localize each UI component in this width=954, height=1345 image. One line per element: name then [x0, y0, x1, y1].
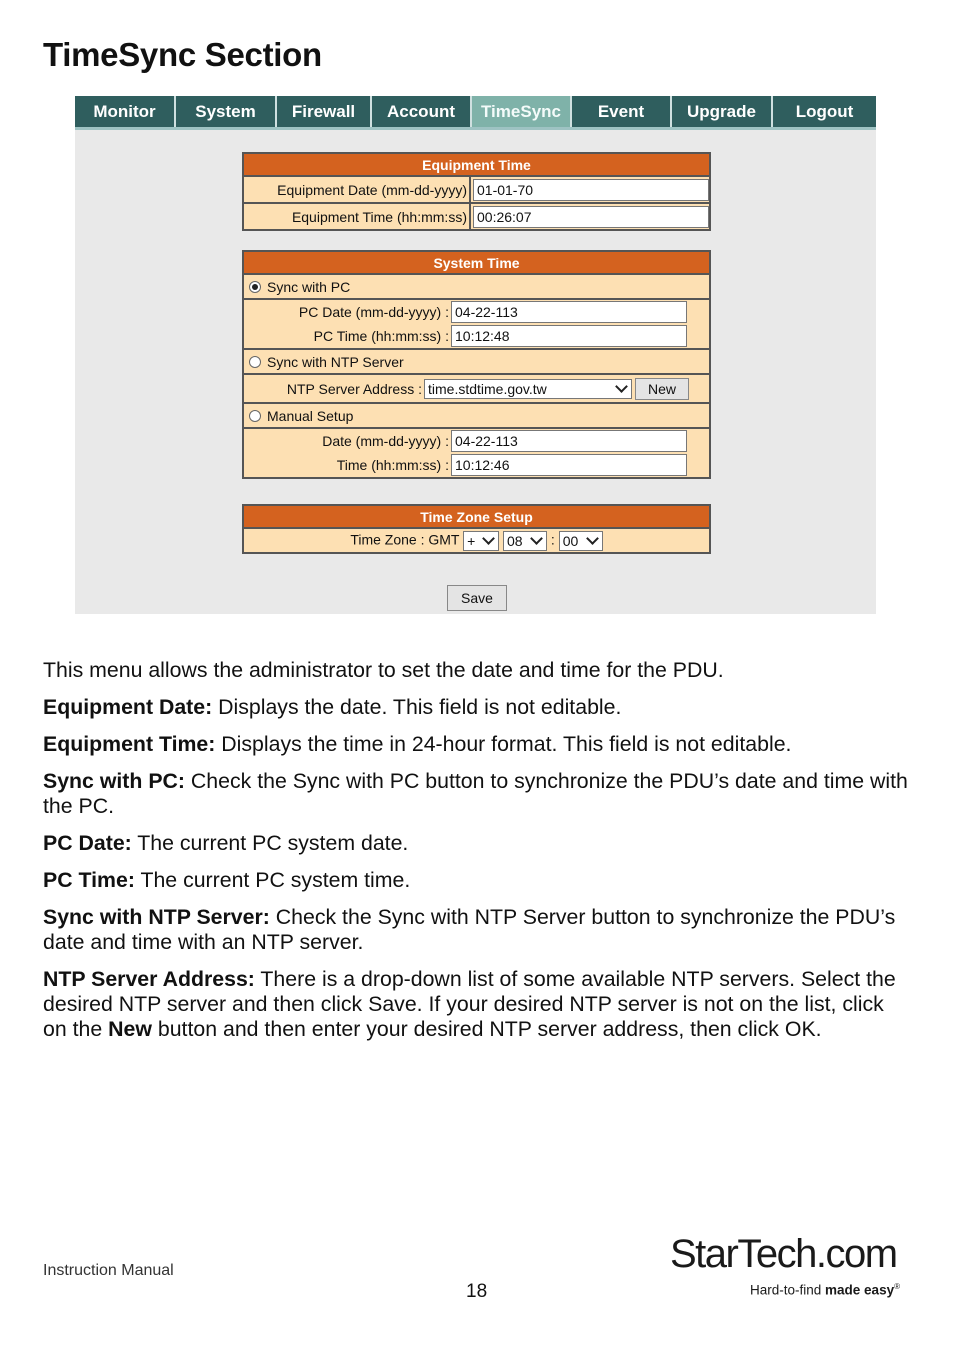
ntp-address-value: time.stdtime.gov.tw [428, 380, 547, 397]
equipment-time-field: 00:26:07 [473, 206, 709, 228]
chevron-down-icon [482, 532, 495, 545]
time-zone-table [242, 504, 711, 554]
manual-setup-label: Manual Setup [267, 407, 354, 424]
tab-account[interactable]: Account [372, 96, 472, 127]
system-time-header: System Time [243, 251, 710, 274]
manual-setup-option[interactable] [243, 403, 710, 428]
intro-paragraph: This menu allows the administrator to set the date and time for the PDU. [43, 658, 724, 682]
startech-logo [670, 1232, 910, 1302]
logo-wordmark: StarTech.com [670, 1232, 897, 1276]
definition: The current PC system time. [134, 868, 411, 892]
definition: Displays the date. This field is not editable. [212, 695, 622, 719]
tab-event[interactable]: Event [572, 96, 672, 127]
registered-mark: ® [894, 1282, 900, 1291]
tagline-bold: made easy [825, 1282, 895, 1298]
tab-upgrade[interactable]: Upgrade [672, 96, 773, 127]
pc-time-desc [43, 868, 913, 893]
new-ntp-button[interactable]: New [635, 378, 689, 400]
equipment-time-table [242, 152, 711, 231]
equipment-date-field: 01-01-70 [473, 179, 709, 201]
timesync-screenshot [75, 96, 876, 614]
tab-logout[interactable]: Logout [795, 102, 854, 121]
tab-system[interactable]: System [176, 96, 277, 127]
tz-hours-value: 08 [507, 532, 523, 549]
tz-sign-value: + [467, 532, 476, 549]
term: PC Time: [43, 868, 135, 892]
pc-date-desc [43, 831, 913, 856]
tab-timesync[interactable]: TimeSync [472, 96, 572, 127]
term: NTP Server Address: [43, 967, 255, 991]
ntp-address-label: NTP Server Address : [286, 380, 422, 397]
tagline-regular: Hard-to-find [750, 1282, 826, 1298]
ntp-address-select[interactable] [424, 379, 632, 399]
save-button[interactable]: Save [447, 585, 507, 611]
manual-date-label: Date (mm-dd-yyyy) : [322, 433, 449, 449]
pc-date-field: 04-22-113 [451, 301, 687, 323]
pc-time-label: PC Time (hh:mm:ss) : [313, 328, 449, 344]
manual-time-input[interactable]: 10:12:46 [451, 454, 687, 476]
sync-pc-label: Sync with PC [267, 278, 351, 295]
sync-ntp-radio[interactable] [249, 356, 261, 368]
time-zone-label: Time Zone : GMT [350, 531, 460, 548]
chevron-down-icon [586, 532, 599, 545]
sync-ntp-label: Sync with NTP Server [267, 353, 404, 370]
tz-hours-select[interactable] [503, 531, 547, 551]
definition: Check the Sync with PC button to synchronize the PDU’s date and time with the PC. [43, 769, 908, 818]
tz-minutes-select[interactable] [559, 531, 603, 551]
manual-time-label: Time (hh:mm:ss) : [336, 457, 449, 473]
term: Sync with NTP Server: [43, 905, 270, 929]
new-keyword: New [108, 1017, 152, 1041]
page-number: 18 [466, 1281, 488, 1302]
equipment-date-desc [43, 695, 913, 720]
chevron-down-icon [615, 380, 628, 393]
sync-ntp-desc [43, 905, 913, 955]
tz-sign-select[interactable] [463, 531, 499, 551]
tab-monitor[interactable]: Monitor [75, 96, 176, 127]
pc-time-field: 10:12:48 [451, 325, 687, 347]
sync-ntp-option[interactable] [243, 349, 710, 374]
time-zone-header: Time Zone Setup [243, 505, 710, 528]
pc-date-label: PC Date (mm-dd-yyyy) : [298, 304, 449, 320]
chevron-down-icon [530, 532, 543, 545]
term: Equipment Date: [43, 695, 213, 719]
equipment-date-label: Equipment Date (mm-dd-yyyy) [243, 176, 470, 203]
sync-pc-radio[interactable] [249, 281, 261, 293]
tab-firewall[interactable]: Firewall [277, 96, 372, 127]
footer-label: Instruction Manual [43, 1262, 174, 1279]
equipment-time-label: Equipment Time (hh:mm:ss) [243, 203, 470, 230]
tz-minutes-value: 00 [562, 532, 579, 549]
definition: button and then enter your desired NTP server address, then click OK. [151, 1017, 822, 1041]
description-text [43, 658, 913, 1054]
term: PC Date: [43, 831, 132, 855]
term: Sync with PC: [43, 769, 185, 793]
definition: Displays the time in 24-hour format. This field is not editable. [215, 732, 792, 756]
equipment-time-header: Equipment Time [243, 153, 710, 176]
manual-setup-radio[interactable] [249, 410, 261, 422]
ntp-address-desc [43, 967, 913, 1042]
tz-separator: : [550, 531, 555, 548]
page-title: TimeSync Section [43, 36, 322, 73]
definition: There is a drop-down list of some available NTP servers. Select the desired NTP server and then click Save. If your desired NTP server is not on the list, click on the [43, 967, 896, 1041]
term: Equipment Time: [43, 732, 216, 756]
manual-date-input[interactable]: 04-22-113 [451, 430, 687, 452]
definition: Check the Sync with NTP Server button to synchronize the PDU’s date and time with an NTP server. [43, 905, 896, 954]
nav-bar [75, 96, 876, 130]
logo-tagline [750, 1282, 900, 1298]
equipment-time-desc [43, 732, 913, 757]
definition: The current PC system date. [131, 831, 409, 855]
system-time-table [242, 250, 711, 479]
sync-pc-desc [43, 769, 913, 819]
sync-pc-option[interactable] [243, 274, 710, 299]
